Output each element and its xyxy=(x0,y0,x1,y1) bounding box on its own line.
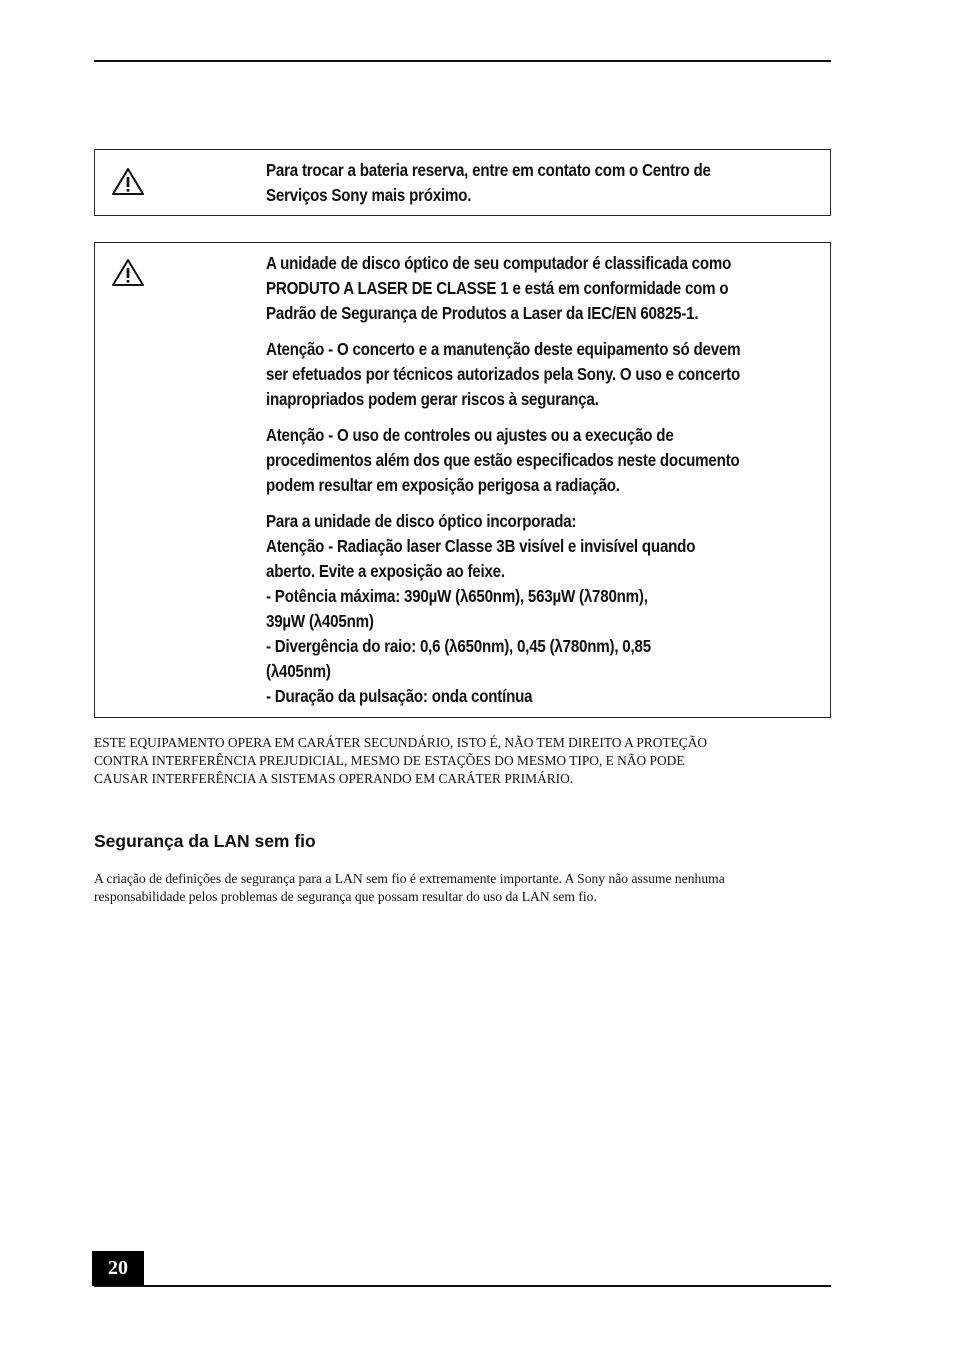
text-line: Padrão de Segurança de Produtos a Laser da IEC/EN 60825-1. xyxy=(266,303,699,323)
section-heading: Segurança da LAN sem fio xyxy=(94,831,316,851)
text-line: Atenção - O concerto e a manutenção deste equipamento só devem xyxy=(266,339,741,359)
text-line: procedimentos além dos que estão especificados neste documento xyxy=(266,450,740,470)
text-line: - Duração da pulsação: onda contínua xyxy=(266,686,533,706)
wireless-lan-security-paragraph xyxy=(94,870,839,906)
header-rule xyxy=(94,60,831,62)
maintenance-warning-paragraph xyxy=(266,337,825,412)
text-line: (λ405nm) xyxy=(266,661,331,681)
text-line: Serviços Sony mais próximo. xyxy=(266,185,472,205)
text-line: 39µW (λ405nm) xyxy=(266,611,374,631)
text-line: CONTRA INTERFERÊNCIA PREJUDICIAL, MESMO DE ESTAÇÕES DO MESMO TIPO, E NÃO PODE xyxy=(94,753,685,768)
text-line: A criação de definições de segurança para a LAN sem fio é extremamente importante. A Sony não assume nenhuma xyxy=(94,871,725,886)
text-line: inapropriados podem gerar riscos à segurança. xyxy=(266,389,599,409)
footer-rule xyxy=(94,1285,831,1287)
text-line: Para trocar a bateria reserva, entre em contato com o Centro de xyxy=(266,160,711,180)
text-line: Atenção - O uso de controles ou ajustes ou a execução de xyxy=(266,425,674,445)
text-line: A unidade de disco óptico de seu computador é classificada como xyxy=(266,253,732,273)
warning-triangle-icon xyxy=(111,258,145,288)
text-line: PRODUTO A LASER DE CLASSE 1 e está em conformidade com o xyxy=(266,278,729,298)
text-line: ESTE EQUIPAMENTO OPERA EM CARÁTER SECUNDÁRIO, ISTO É, NÃO TEM DIREITO A PROTEÇÃO xyxy=(94,735,708,750)
warning-triangle-icon xyxy=(111,167,145,197)
text-line: Atenção - Radiação laser Classe 3B visível e invisível quando xyxy=(266,536,696,556)
controls-warning-paragraph xyxy=(266,423,825,498)
text-line: responsabilidade pelos problemas de segurança que possam resultar do uso da LAN sem fio. xyxy=(94,889,597,904)
secondary-operation-notice xyxy=(94,734,839,788)
text-line: podem resultar em exposição perigosa a radiação. xyxy=(266,475,620,495)
text-line: - Divergência do raio: 0,6 (λ650nm), 0,45 (λ780nm), 0,85 xyxy=(266,636,651,656)
warning-text xyxy=(266,251,825,709)
laser-classification-paragraph xyxy=(266,251,825,326)
page-number: 20 xyxy=(92,1251,144,1286)
laser-specs-paragraph xyxy=(266,509,825,709)
text-line: aberto. Evite a exposição ao feixe. xyxy=(266,561,505,581)
text-line: ser efetuados por técnicos autorizados pela Sony. O uso e concerto xyxy=(266,364,741,384)
text-line: - Potência máxima: 390µW (λ650nm), 563µW (λ780nm), xyxy=(266,586,648,606)
warning-box-laser xyxy=(94,242,831,718)
warning-text xyxy=(266,158,825,208)
text-line: CAUSAR INTERFERÊNCIA A SISTEMAS OPERANDO EM CARÁTER PRIMÁRIO. xyxy=(94,771,574,786)
warning-box-battery xyxy=(94,149,831,216)
text-line: Para a unidade de disco óptico incorporada: xyxy=(266,511,577,531)
